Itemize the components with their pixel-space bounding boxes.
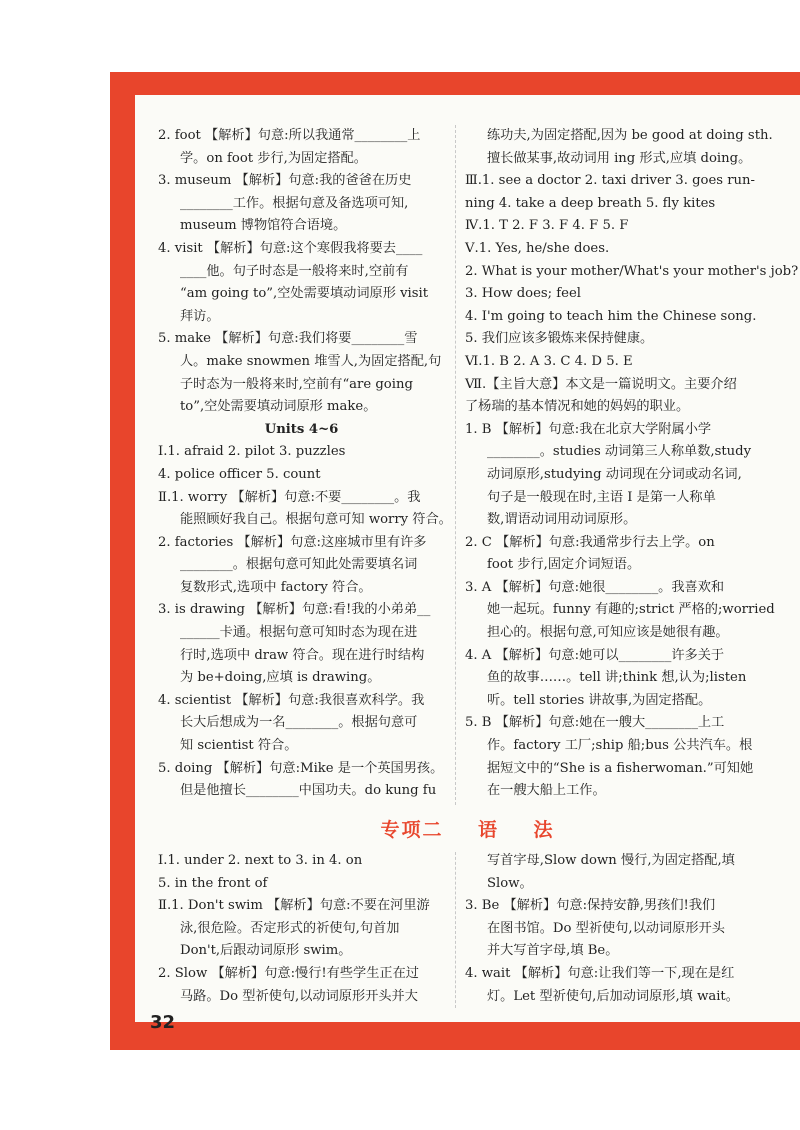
answer-line: 据短文中的“She is a fisherwoman.”可知她 [487, 760, 754, 776]
answer-line: 5. make 【解析】句意:我们将要________雪 [158, 331, 418, 347]
answer-line: Ⅱ.1. Don't swim 【解析】句意:不要在河里游 [158, 898, 430, 914]
answer-line: ________。studies 动词第三人称单数,study [487, 444, 752, 460]
answer-line: 子时态为一般将来时,空前有“are going [180, 376, 413, 392]
answer-line: Ⅴ.1. Yes, he/she does. [465, 240, 610, 256]
answer-line: museum 博物馆符合语境。 [180, 218, 347, 234]
answer-line: 5. doing 【解析】句意:Mike 是一个英国男孩。 [158, 760, 444, 776]
bottom-right-column [465, 850, 783, 1008]
answer-line: 为 be+doing,应填 is drawing。 [180, 670, 381, 686]
answer-line: 1. B 【解析】句意:我在北京大学附属小学 [465, 421, 712, 437]
answer-line: 4. scientist 【解析】句意:我很喜欢科学。我 [158, 692, 425, 708]
answer-line: 3. is drawing 【解析】句意:看!我的小弟弟__ [158, 602, 431, 618]
answer-line: 4. police officer 5. count [158, 466, 321, 482]
answer-line: 4. wait 【解析】句意:让我们等一下,现在是红 [465, 965, 735, 981]
answer-line: 担心的。根据句意,可知应该是她很有趣。 [487, 625, 729, 641]
units-heading: Units 4~6 [264, 421, 339, 437]
answer-line: 在一艘大船上工作。 [487, 783, 606, 799]
top-right-column [465, 125, 799, 803]
answer-line: 能照顾好我自己。根据句意可知 worry 符合。 [180, 512, 452, 528]
answer-line: ________工作。根据句意及备选项可知, [180, 195, 409, 211]
answer-line: 4. I'm going to teach him the Chinese song. [465, 308, 757, 324]
answer-line: 灯。Let 型祈使句,后加动词原形,填 wait。 [487, 988, 739, 1004]
answer-line: to”,空处需要填动词原形 make。 [180, 399, 377, 415]
section-title: 专项二 语 法 [380, 819, 555, 841]
answer-line: 但是他擅长________中国功夫。do kung fu [180, 783, 437, 799]
answer-line: 练功夫,为固定搭配,因为 be good at doing sth. [487, 128, 773, 143]
answer-line: 2. Slow 【解析】句意:慢行!有些学生正在过 [158, 965, 419, 981]
column-divider [455, 852, 456, 1008]
answer-line: Ⅵ.1. B 2. A 3. C 4. D 5. E [465, 353, 633, 369]
answer-line: 鱼的故事……。tell 讲;think 想,认为;listen [487, 670, 747, 686]
answer-line: 句子是一般现在时,主语 I 是第一人称单 [487, 489, 716, 505]
answer-line: 2. C 【解析】句意:我通常步行去上学。on [465, 534, 715, 550]
top-left-column [158, 125, 452, 803]
answer-line: Ⅱ.1. worry 【解析】句意:不要________。我 [158, 489, 421, 505]
answer-line: 在图书馆。Do 型祈使句,以动词原形开头 [487, 920, 725, 936]
answer-line: Ⅰ.1. afraid 2. pilot 3. puzzles [158, 444, 346, 460]
answer-line: 2. What is your mother/What's your mother's job? [465, 263, 799, 279]
answer-line: 2. factories 【解析】句意:这座城市里有许多 [158, 534, 427, 550]
answer-line: 拜访。 [180, 308, 220, 324]
answer-line: Ⅲ.1. see a doctor 2. taxi driver 3. goes run- [465, 173, 755, 189]
answer-line: 并大写首字母,填 Be。 [487, 943, 619, 959]
answer-line: foot 步行,固定介词短语。 [487, 557, 641, 573]
answer-line: Ⅳ.1. T 2. F 3. F 4. F 5. F [465, 218, 629, 234]
answer-line: 听。tell stories 讲故事,为固定搭配。 [487, 692, 712, 708]
answer-line: “am going to”,空处需要填动词原形 visit [180, 286, 429, 302]
answer-line: Don't,后跟动词原形 swim。 [180, 943, 352, 959]
answer-line: ning 4. take a deep breath 5. fly kites [465, 195, 716, 211]
bottom-left-column [158, 850, 445, 1008]
answer-line: 复数形式,选项中 factory 符合。 [180, 579, 372, 595]
answer-line: 泳,很危险。否定形式的祈使句,句首加 [180, 920, 400, 936]
answer-line: 擅长做某事,故动词用 ing 形式,应填 doing。 [487, 150, 752, 166]
answer-line: 4. visit 【解析】句意:这个寒假我将要去____ [158, 240, 423, 256]
answer-line: 长大后想成为一名________。根据句意可 [180, 715, 418, 731]
answer-line: 5. B 【解析】句意:她在一艘大________上工 [465, 715, 725, 731]
answer-line: 她一起玩。funny 有趣的;strict 严格的;worried [487, 602, 775, 618]
answer-line: ________。根据句意可知此处需要填名词 [180, 557, 418, 573]
answer-line: 动词原形,studying 动词现在分词或动名词, [487, 466, 742, 482]
answer-line: 学。on foot 步行,为固定搭配。 [180, 150, 367, 166]
answer-line: 3. Be 【解析】句意:保持安静,男孩们!我们 [465, 898, 716, 914]
answer-line: 作。factory 工厂;ship 船;bus 公共汽车。根 [487, 738, 753, 754]
answer-line: 5. in the front of [158, 875, 268, 891]
answer-line: 2. foot 【解析】句意:所以我通常________上 [158, 128, 421, 143]
answer-line: ____他。句子时态是一般将来时,空前有 [180, 263, 409, 279]
answer-line: 知 scientist 符合。 [180, 738, 298, 754]
answer-line: 数,谓语动词用动词原形。 [487, 512, 637, 528]
answer-line: 3. How does; feel [465, 286, 581, 302]
answer-line: 写首字母,Slow down 慢行,为固定搭配,填 [487, 853, 735, 868]
page-number: 32 [150, 1012, 176, 1033]
answer-line: ______卡通。根据句意可知时态为现在进 [180, 625, 418, 641]
answer-line: 3. museum 【解析】句意:我的爸爸在历史 [158, 173, 412, 189]
answer-line: 4. A 【解析】句意:她可以________许多关于 [465, 647, 725, 663]
answer-line: 行时,选项中 draw 符合。现在进行时结构 [180, 647, 425, 663]
answer-line: Ⅶ.【主旨大意】本文是一篇说明文。主要介绍 [465, 376, 737, 392]
column-divider [455, 125, 456, 805]
answer-line: Ⅰ.1. under 2. next to 3. in 4. on [158, 853, 363, 868]
answer-line: 5. 我们应该多锻炼来保持健康。 [465, 331, 654, 347]
answer-line: 了杨瑞的基本情况和她的妈妈的职业。 [465, 399, 690, 415]
answer-line: 人。make snowmen 堆雪人,为固定搭配,句 [180, 353, 442, 369]
answer-line: Slow。 [487, 875, 533, 891]
answer-line: 马路。Do 型祈使句,以动词原形开头并大 [180, 988, 418, 1004]
answer-line: 3. A 【解析】句意:她很________。我喜欢和 [465, 579, 725, 595]
